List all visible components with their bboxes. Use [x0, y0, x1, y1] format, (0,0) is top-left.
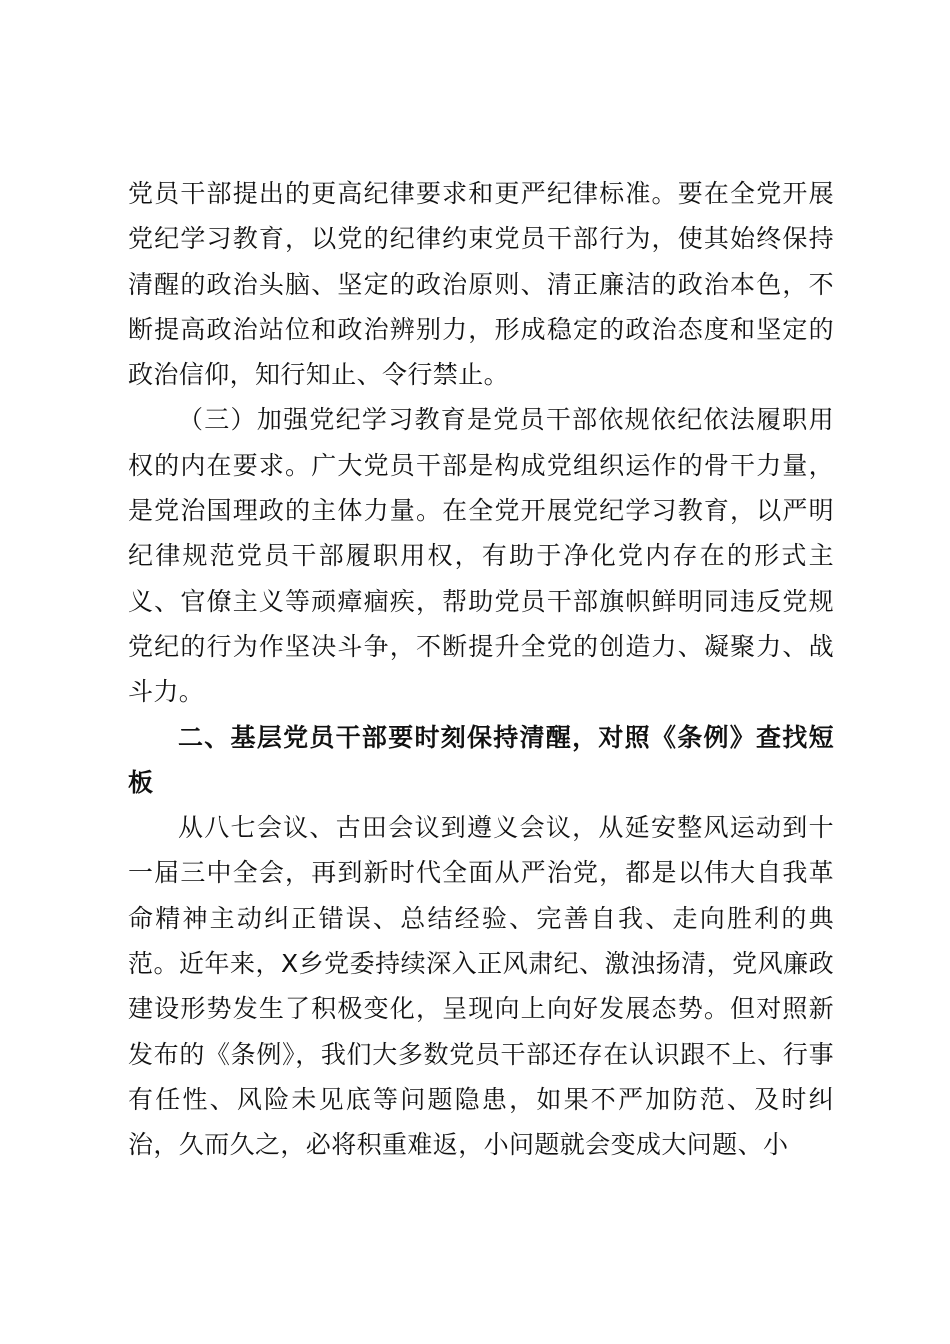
- paragraph-body: 从八七会议、古田会议到遵义会议，从延安整风运动到十一届三中全会，再到新时代全面从严治党，都是以伟大自我革命精神主动纠正错误、总结经验、完善自我、走向胜利的典范。近年来，X乡党委持续深入正风肃纪、激浊扬清，党风廉政建设形势发生了积极变化，呈现向上向好发展态势。但对照新发布的《条例》，我们大多数党员干部还存在认识跟不上、行事有任性、风险未见底等问题隐患，如果不严加防范、及时纠治，久而久之，必将积重难返，小问题就会变成大问题、小: [128, 813, 834, 1160]
- paragraph-continuation: 党员干部提出的更高纪律要求和更严纪律标准。要在全党开展党纪学习教育，以党的纪律约束党员干部行为，使其始终保持清醒的政治头脑、坚定的政治原则、清正廉洁的政治本色，不断提高政治站位和政治辨别力，形成稳定的政治态度和坚定的政治信仰，知行知止、令行禁止。: [128, 179, 834, 390]
- document-body: [128, 171, 834, 1168]
- section-heading-two: 二、基层党员干部要时刻保持清醒，对照《条例》查找短板: [128, 722, 834, 797]
- paragraph-section-three: （三）加强党纪学习教育是党员干部依规依纪依法履职用权的内在要求。广大党员干部是构成党组织运作的骨干力量，是党治国理政的主体力量。在全党开展党纪学习教育，以严明纪律规范党员干部履职用权，有助于净化党内存在的形式主义、官僚主义等顽瘴痼疾，帮助党员干部旗帜鲜明同违反党规党纪的行为作坚决斗争，不断提升全党的创造力、凝聚力、战斗力。: [128, 405, 834, 707]
